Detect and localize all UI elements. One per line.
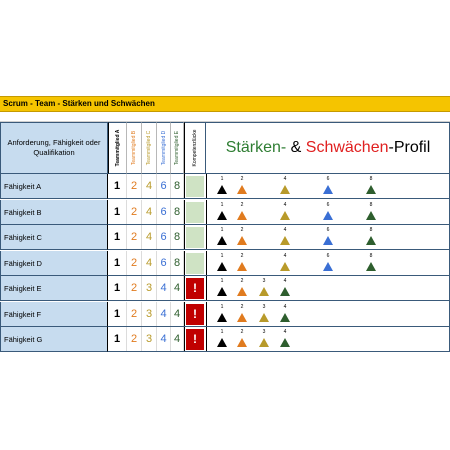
profile-title (206, 122, 450, 174)
row-label: Fähigkeit B (0, 200, 108, 225)
profile-marker (215, 329, 229, 351)
row-label: Fähigkeit D (0, 251, 108, 276)
score-member-e[interactable]: 8 (171, 174, 184, 199)
table-row (0, 174, 450, 199)
profile-marker (257, 329, 271, 351)
profile-title-and: & (286, 139, 306, 156)
table-row (0, 327, 450, 352)
member-header-e (171, 122, 184, 174)
profile-marker-value: 6 (326, 176, 330, 182)
column-separator (184, 174, 185, 199)
profile-marker-value: 1 (220, 227, 224, 233)
triangle-marker-icon (280, 313, 290, 322)
score-member-d[interactable]: 6 (157, 225, 171, 250)
member-header-b-label: Teammitglied B (131, 130, 137, 166)
column-separator (184, 251, 185, 276)
member-header-e-label: Teammitglied E (174, 130, 180, 166)
triangle-marker-icon (237, 287, 247, 296)
table-row (0, 276, 450, 301)
score-member-c[interactable]: 4 (142, 174, 157, 199)
score-member-a[interactable]: 1 (108, 302, 127, 327)
profile-marker-value: 1 (220, 278, 224, 284)
profile-marker (278, 253, 292, 275)
profile-marker (278, 329, 292, 351)
profile-marker-value: 2 (240, 278, 244, 284)
score-member-a[interactable]: 1 (108, 174, 127, 199)
profile-marker (215, 304, 229, 326)
member-header-d-label: Teammitglied D (160, 130, 167, 166)
member-header-d (157, 122, 171, 174)
score-member-e[interactable]: 8 (171, 251, 184, 276)
profile-marker-value: 3 (262, 329, 266, 335)
member-header-c-label: Teammitglied C (146, 130, 152, 166)
blank-row (0, 112, 450, 122)
profile-marker (215, 278, 229, 300)
triangle-marker-icon (366, 185, 376, 194)
table-row (0, 225, 450, 250)
column-separator (206, 251, 207, 276)
competence-ok-cell (186, 176, 204, 197)
column-separator (206, 302, 207, 327)
row-label: Fähigkeit A (0, 174, 108, 199)
triangle-marker-icon (280, 338, 290, 347)
profile-marker-value: 2 (240, 227, 244, 233)
profile-marker-value: 3 (262, 303, 266, 310)
profile-marker-value: 8 (369, 201, 373, 208)
table-row (0, 251, 450, 276)
triangle-marker-icon (323, 185, 333, 194)
competence-gap-warning: ! (186, 278, 204, 299)
triangle-marker-icon (217, 262, 227, 271)
profile-marker-value: 1 (220, 201, 224, 208)
profile-marker (278, 227, 292, 249)
table-row (0, 200, 450, 225)
member-header-b (127, 122, 142, 174)
profile-marker (321, 227, 335, 249)
score-member-e[interactable]: 4 (171, 276, 184, 301)
profile-title-profile: -Profil (388, 139, 431, 156)
triangle-marker-icon (323, 211, 333, 220)
column-separator (206, 276, 207, 301)
profile-marker (278, 278, 292, 300)
score-member-d[interactable]: 6 (157, 251, 171, 276)
score-member-e[interactable]: 8 (171, 225, 184, 250)
profile-marker-value: 1 (220, 252, 224, 259)
triangle-marker-icon (217, 313, 227, 322)
triangle-marker-icon (259, 313, 269, 322)
member-header-a-label: Teammitglied A (114, 129, 121, 167)
profile-marker-value: 4 (283, 303, 287, 310)
profile-marker (278, 304, 292, 326)
profile-marker-value: 8 (369, 252, 373, 259)
profile-marker (235, 278, 249, 300)
profile-marker-value: 2 (240, 303, 244, 310)
score-member-a[interactable]: 1 (108, 225, 127, 250)
triangle-marker-icon (217, 287, 227, 296)
profile-marker-value: 4 (283, 329, 287, 335)
profile-marker (364, 202, 378, 224)
score-member-e[interactable]: 8 (171, 200, 184, 225)
score-member-e[interactable]: 4 (171, 327, 184, 352)
profile-marker-value: 8 (369, 227, 373, 233)
column-separator (184, 302, 185, 327)
profile-marker-value: 4 (283, 227, 287, 233)
profile-marker (364, 227, 378, 249)
column-separator (206, 225, 207, 250)
column-separator (184, 327, 185, 352)
column-separator (184, 276, 185, 301)
score-member-d[interactable]: 4 (157, 302, 171, 327)
triangle-marker-icon (323, 262, 333, 271)
profile-title-weaknesses: Schwächen (305, 139, 389, 156)
profile-marker (257, 278, 271, 300)
column-separator (206, 174, 207, 199)
profile-marker-value: 6 (326, 227, 330, 233)
profile-title-strengths: Stärken- (225, 139, 287, 156)
profile-marker-value: 4 (283, 252, 287, 259)
score-member-e[interactable]: 4 (171, 302, 184, 327)
profile-marker (321, 202, 335, 224)
triangle-marker-icon (280, 262, 290, 271)
profile-marker (364, 253, 378, 275)
triangle-marker-icon (217, 236, 227, 245)
profile-marker-value: 4 (283, 278, 287, 284)
competence-gap-warning: ! (186, 304, 204, 325)
competence-ok-cell (186, 253, 204, 274)
score-member-b[interactable]: 2 (127, 302, 142, 327)
triangle-marker-icon (259, 338, 269, 347)
profile-marker-value: 1 (220, 176, 224, 182)
score-member-a[interactable]: 1 (108, 276, 127, 301)
profile-marker-value: 1 (220, 329, 224, 335)
score-member-b[interactable]: 2 (127, 174, 142, 199)
profile-marker (215, 202, 229, 224)
score-member-a[interactable]: 1 (108, 200, 127, 225)
score-member-d[interactable]: 4 (157, 276, 171, 301)
row-divider (108, 351, 450, 352)
score-member-c[interactable]: 4 (142, 200, 157, 225)
triangle-marker-icon (237, 236, 247, 245)
column-separator (184, 225, 185, 250)
score-member-c[interactable]: 4 (142, 225, 157, 250)
requirement-header: Anforderung, Fähigkeit oder Qualifikation (0, 122, 108, 174)
competence-gap-warning: ! (186, 329, 204, 350)
score-member-c[interactable]: 3 (142, 302, 157, 327)
row-label: Fähigkeit G (0, 327, 108, 352)
score-member-b[interactable]: 2 (127, 225, 142, 250)
triangle-marker-icon (259, 287, 269, 296)
score-member-d[interactable]: 6 (157, 200, 171, 225)
triangle-marker-icon (366, 211, 376, 220)
triangle-marker-icon (237, 313, 247, 322)
profile-marker-value: 1 (220, 303, 224, 310)
profile-marker (364, 176, 378, 198)
triangle-marker-icon (366, 236, 376, 245)
member-header-c (142, 122, 157, 174)
triangle-marker-icon (280, 287, 290, 296)
score-member-a[interactable]: 1 (108, 251, 127, 276)
triangle-marker-icon (280, 236, 290, 245)
profile-marker-value: 2 (240, 176, 244, 182)
profile-marker (321, 176, 335, 198)
profile-marker-value: 4 (283, 201, 287, 208)
row-label: Fähigkeit F (0, 302, 108, 327)
member-header-a (108, 122, 127, 174)
score-member-b[interactable]: 2 (127, 251, 142, 276)
competence-gap-header (184, 122, 206, 174)
triangle-marker-icon (237, 211, 247, 220)
triangle-marker-icon (217, 211, 227, 220)
column-separator (206, 327, 207, 352)
sheet-title: Scrum - Team - Stärken und Schwächen (0, 96, 450, 112)
competence-gap-label: Kompetenzlücke (192, 129, 198, 167)
profile-marker (278, 202, 292, 224)
profile-marker (235, 227, 249, 249)
score-member-a[interactable]: 1 (108, 327, 127, 352)
score-member-b[interactable]: 2 (127, 200, 142, 225)
row-label: Fähigkeit E (0, 276, 108, 301)
triangle-marker-icon (217, 185, 227, 194)
score-member-b[interactable]: 2 (127, 276, 142, 301)
triangle-marker-icon (217, 338, 227, 347)
triangle-marker-icon (280, 185, 290, 194)
profile-marker (235, 176, 249, 198)
profile-marker-value: 6 (326, 201, 330, 208)
triangle-marker-icon (366, 262, 376, 271)
triangle-marker-icon (237, 262, 247, 271)
profile-marker-value: 2 (240, 252, 244, 259)
profile-marker-value: 8 (369, 176, 373, 182)
profile-marker-value: 3 (262, 278, 266, 284)
column-separator (206, 200, 207, 225)
triangle-marker-icon (237, 185, 247, 194)
profile-marker (257, 304, 271, 326)
score-member-b[interactable]: 2 (127, 327, 142, 352)
profile-marker (235, 329, 249, 351)
score-member-c[interactable]: 4 (142, 251, 157, 276)
profile-marker (215, 253, 229, 275)
score-member-d[interactable]: 4 (157, 327, 171, 352)
profile-marker (321, 253, 335, 275)
profile-marker (278, 176, 292, 198)
triangle-marker-icon (237, 338, 247, 347)
profile-marker-value: 2 (240, 201, 244, 208)
table-row (0, 302, 450, 327)
competence-ok-cell (186, 227, 204, 248)
row-label: Fähigkeit C (0, 225, 108, 250)
profile-marker-value: 2 (240, 329, 244, 335)
profile-marker (235, 304, 249, 326)
score-member-c[interactable]: 3 (142, 327, 157, 352)
score-member-d[interactable]: 6 (157, 174, 171, 199)
profile-marker-value: 6 (326, 252, 330, 259)
profile-marker (215, 227, 229, 249)
column-separator (184, 200, 185, 225)
triangle-marker-icon (280, 211, 290, 220)
profile-marker (235, 253, 249, 275)
profile-marker (215, 176, 229, 198)
profile-marker (235, 202, 249, 224)
profile-marker-value: 4 (283, 176, 287, 182)
competence-ok-cell (186, 202, 204, 223)
score-member-c[interactable]: 3 (142, 276, 157, 301)
triangle-marker-icon (323, 236, 333, 245)
